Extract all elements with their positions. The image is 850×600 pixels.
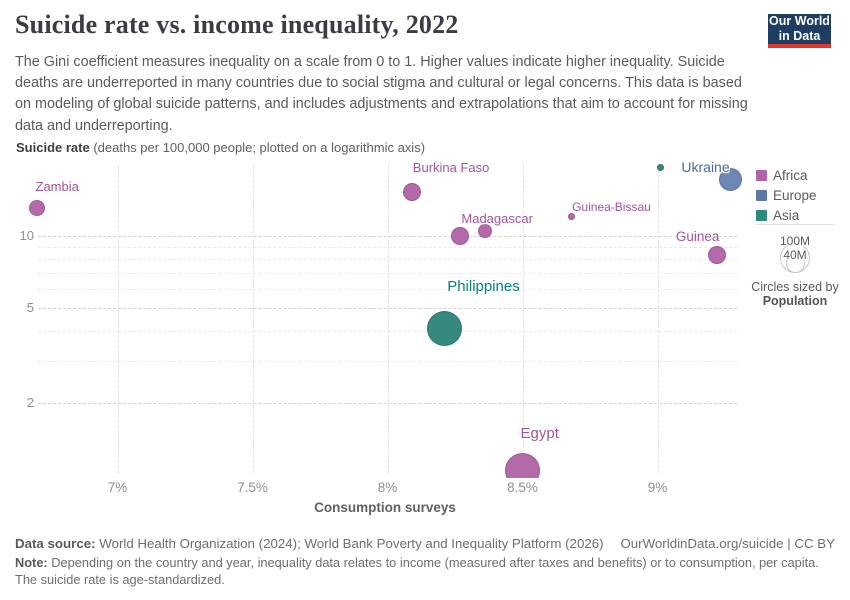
x-tick-label: 7.5% — [237, 480, 268, 495]
x-gridline — [388, 165, 389, 473]
y-axis-title-main: Suicide rate — [16, 140, 90, 155]
size-legend-caption: Circles sized by — [751, 280, 839, 294]
legend-item-asia[interactable] — [756, 208, 817, 223]
point-egypt[interactable] — [505, 453, 540, 478]
point-madagascar[interactable] — [451, 227, 469, 245]
owid-logo-line2: in Data — [778, 29, 821, 43]
y-axis-title — [16, 140, 425, 155]
point-burkina-faso[interactable] — [403, 183, 421, 201]
owid-logo-line1: Our World — [769, 14, 830, 28]
x-gridline — [658, 165, 659, 473]
legend-label: Europe — [773, 188, 817, 203]
point-label-madagascar[interactable]: Madagascar — [461, 211, 533, 226]
x-axis-title: Consumption surveys — [314, 500, 456, 515]
point-label-ukraine[interactable]: Ukraine — [681, 160, 730, 175]
chart-subtitle: The Gini coefficient measures inequality on a scale from 0 to 1. Higher values indicate higher inequality. Suicide deaths are underreported in many countries due to social stigma and cultural or legal concerns. This data is based on modeling of global suicide patterns, and includes adjustments and extrapolations that aim to account for missing data and underreporting. — [15, 54, 748, 134]
owid-logo[interactable] — [768, 14, 831, 48]
legend-item-europe[interactable] — [756, 188, 817, 203]
legend-divider — [756, 224, 834, 225]
point-philippines[interactable] — [427, 311, 462, 346]
point-label-guinea[interactable]: Guinea — [675, 229, 720, 245]
data-source-text: Data source: World Health Organization (2024); World Bank Poverty and Inequality Platform (2026) — [15, 536, 604, 551]
footer-note: Note: Depending on the country and year, inequality data relates to income (measured after taxes and benefits) or to consumption, per capita. The suicide rate is age-standardized. — [15, 555, 819, 587]
point-unlabeled[interactable] — [478, 224, 492, 238]
point-zambia[interactable] — [29, 200, 45, 216]
point-guinea[interactable] — [708, 246, 726, 264]
size-legend-caption-bold: Population — [762, 294, 828, 308]
legend-swatch-europe — [756, 190, 767, 201]
x-gridline — [253, 165, 254, 473]
legend-label: Asia — [773, 208, 800, 223]
page-title: Suicide rate vs. income inequality, 2022 — [15, 10, 459, 39]
size-legend-outer-label: 100M — [779, 234, 811, 248]
x-tick-label: 8% — [377, 480, 398, 495]
legend-swatch-asia — [756, 210, 767, 221]
footer-source-row — [15, 536, 835, 551]
plot-area — [0, 160, 745, 478]
legend-label: Africa — [773, 168, 808, 183]
x-tick-label: 7% — [107, 480, 128, 495]
x-tick-label: 8.5% — [507, 480, 538, 495]
point-label-philippines[interactable]: Philippines — [447, 278, 520, 296]
y-axis-title-unit: (deaths per 100,000 people; plotted on a logarithmic axis) — [89, 140, 426, 155]
continent-legend — [756, 168, 817, 228]
legend-swatch-africa — [756, 170, 767, 181]
y-tick-label: 2 — [26, 395, 34, 411]
y-tick-label: 5 — [26, 299, 34, 315]
point-label-burkina-faso[interactable]: Burkina Faso — [412, 160, 490, 175]
x-tick-label: 9% — [647, 480, 668, 495]
size-legend-inner-label: 40M — [783, 248, 807, 262]
point-label-guinea-bissau[interactable]: Guinea-Bissau — [572, 199, 651, 214]
x-gridline — [118, 165, 119, 473]
point-label-egypt[interactable]: Egypt — [520, 425, 559, 443]
y-tick-label: 10 — [19, 228, 34, 243]
owid-cc-link[interactable]: OurWorldinData.org/suicide | CC BY — [620, 536, 835, 551]
legend-item-africa[interactable] — [756, 168, 817, 183]
point-label-zambia[interactable]: Zambia — [35, 178, 79, 194]
point-unlabeled[interactable] — [657, 164, 664, 171]
